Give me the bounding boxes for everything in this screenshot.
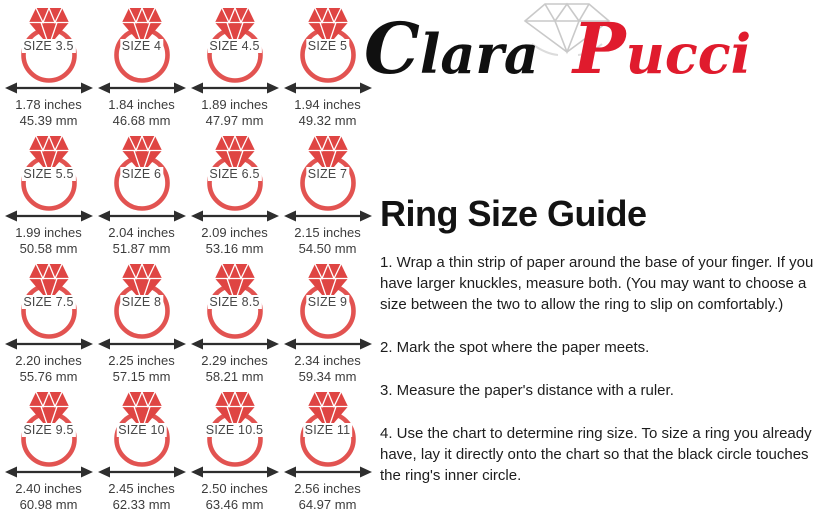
ring-measurements [108,225,175,256]
ring-size-cell [188,256,281,384]
ring-size-cell [95,128,188,256]
ring-size-label: SIZE 7 [306,167,349,181]
brand-name-clara: Clara [364,10,539,93]
measure-inches: 1.84 inches [108,97,175,113]
ring-size-label: SIZE 9 [306,295,349,309]
ring-measurements [15,353,82,384]
ring-size-cell [281,256,374,384]
ring-measurements [15,481,82,512]
ring-measurements [201,97,268,128]
ring-size-cell [188,128,281,256]
ring-measurements [294,481,361,512]
ring-size-label: SIZE 6.5 [207,167,261,181]
ring-size-label: SIZE 5 [306,39,349,53]
ring-size-label: SIZE 7.5 [21,295,75,309]
ring-size-cell [281,0,374,128]
measure-mm: 51.87 mm [108,241,175,257]
measure-inches: 1.94 inches [294,97,361,113]
measure-inches: 2.09 inches [201,225,268,241]
ring-size-cell [188,0,281,128]
measure-mm: 53.16 mm [201,241,268,257]
ring-measurements [108,353,175,384]
ring-size-cell [2,384,95,512]
measure-inches: 2.29 inches [201,353,268,369]
ring-size-grid [2,0,374,501]
ring-size-cell [2,128,95,256]
ring-size-label: SIZE 8 [120,295,163,309]
ring-measurements [108,481,175,512]
ring-measurements [201,481,268,512]
measure-mm: 55.76 mm [15,369,82,385]
page-title: Ring Size Guide [380,193,647,235]
measure-mm: 62.33 mm [108,497,175,512]
ring-size-cell [281,384,374,512]
measure-inches: 2.20 inches [15,353,82,369]
step-2: 2. Mark the spot where the paper meets. [380,337,832,358]
guide-panel [372,0,839,501]
measure-inches: 2.40 inches [15,481,82,497]
measure-inches: 2.34 inches [294,353,361,369]
ring-measurements [15,97,82,128]
measure-inches: 2.15 inches [294,225,361,241]
ring-size-cell [95,384,188,512]
measure-mm: 64.97 mm [294,497,361,512]
measure-mm: 63.46 mm [201,497,268,512]
ring-size-cell [2,256,95,384]
brand-name-pucci: Pucci [573,10,751,93]
measure-inches: 2.04 inches [108,225,175,241]
measure-inches: 2.25 inches [108,353,175,369]
ring-size-label: SIZE 10.5 [204,423,265,437]
ring-size-label: SIZE 11 [303,423,353,437]
ring-size-label: SIZE 4 [120,39,163,53]
measure-inches: 1.89 inches [201,97,268,113]
ring-size-label: SIZE 6 [120,167,163,181]
measure-mm: 49.32 mm [294,113,361,129]
ring-measurements [15,225,82,256]
ring-size-label: SIZE 8.5 [207,295,261,309]
ring-size-label: SIZE 3.5 [21,39,75,53]
step-3: 3. Measure the paper's distance with a ruler. [380,380,832,401]
measure-inches: 2.45 inches [108,481,175,497]
measure-mm: 58.21 mm [201,369,268,385]
ring-measurements [201,353,268,384]
ring-size-cell [95,256,188,384]
ring-size-cell [95,0,188,128]
measure-mm: 50.58 mm [15,241,82,257]
ring-size-label: SIZE 5.5 [21,167,75,181]
measure-mm: 60.98 mm [15,497,82,512]
ring-size-cell [281,128,374,256]
measure-inches: 1.78 inches [15,97,82,113]
step-4: 4. Use the chart to determine ring size. To size a ring you already have, lay it directly onto the chart so that the black circle touches the ring's inner circle. [380,423,832,486]
step-1: 1. Wrap a thin strip of paper around the base of your finger. If you have larger knuckles, measure both. (You may want to choose a size between the two to allow the ring to slip on comfortably.) [380,252,832,315]
measure-mm: 47.97 mm [201,113,268,129]
ring-size-label: SIZE 10 [116,423,167,437]
brand-logo [364,10,751,93]
measure-inches: 1.99 inches [15,225,82,241]
measure-inches: 2.56 inches [294,481,361,497]
measure-inches: 2.50 inches [201,481,268,497]
measure-mm: 54.50 mm [294,241,361,257]
instruction-list [380,252,832,508]
ring-measurements [201,225,268,256]
ring-size-cell [188,384,281,512]
ring-size-label: SIZE 4.5 [207,39,261,53]
ring-measurements [294,225,361,256]
measure-mm: 45.39 mm [15,113,82,129]
ring-measurements [294,353,361,384]
measure-mm: 59.34 mm [294,369,361,385]
ring-size-cell [2,0,95,128]
measure-mm: 57.15 mm [108,369,175,385]
measure-mm: 46.68 mm [108,113,175,129]
ring-measurements [108,97,175,128]
ring-measurements [294,97,361,128]
ring-size-label: SIZE 9.5 [21,423,75,437]
